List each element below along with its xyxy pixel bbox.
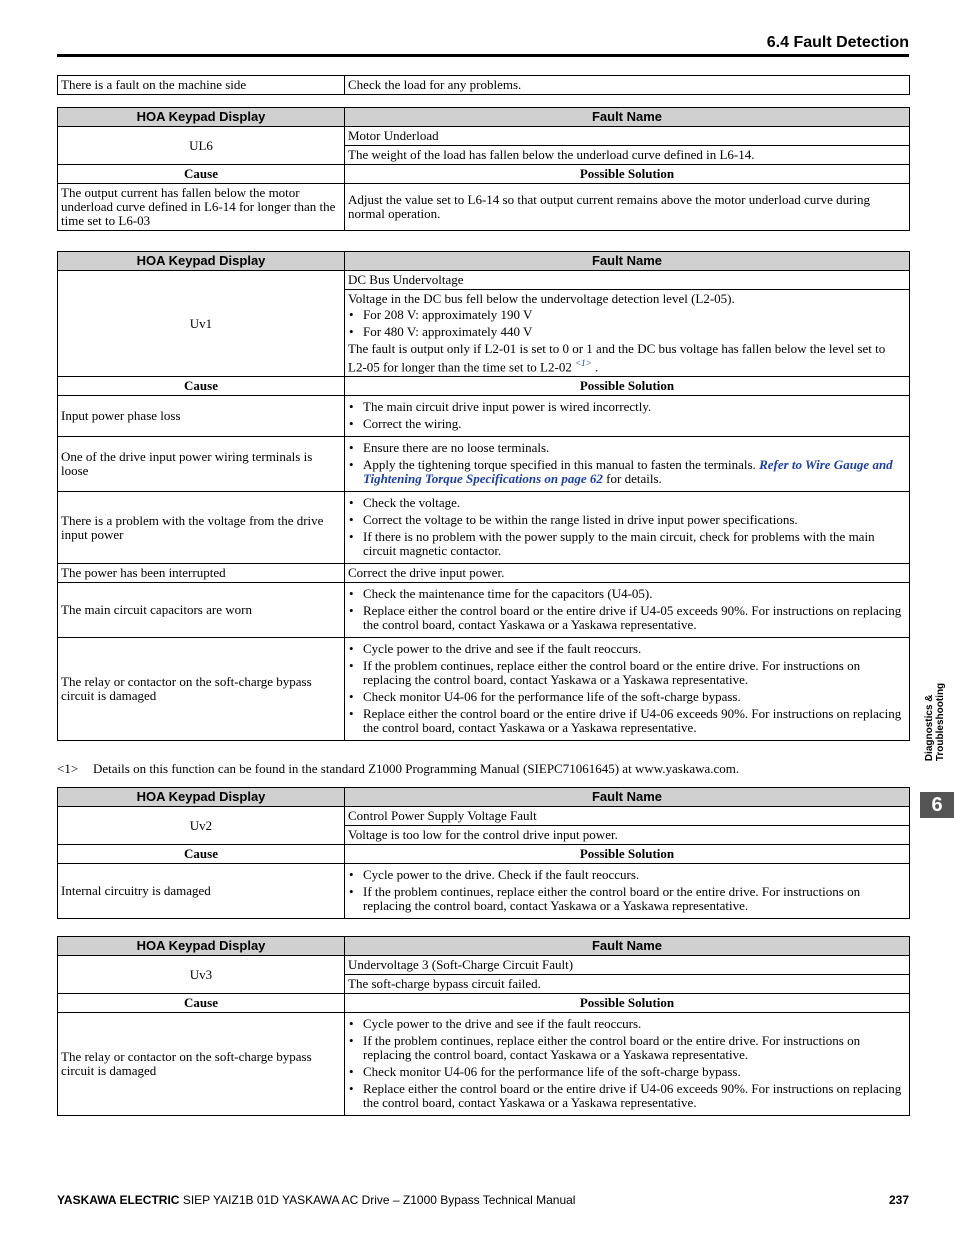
solution-header: Possible Solution bbox=[345, 377, 910, 396]
footnote-text: Details on this function can be found in the standard Z1000 Programming Manual (SIEPC71061645) at www.yaskawa.com. bbox=[93, 761, 740, 776]
side-label-line: Diagnostics & bbox=[924, 694, 935, 762]
solution-cell: Check the load for any problems. bbox=[345, 76, 910, 95]
fault-name: Motor Underload bbox=[345, 127, 910, 146]
bullet-item: • Ensure there are no loose terminals. bbox=[348, 441, 906, 455]
fault-description: The soft-charge bypass circuit failed. bbox=[345, 975, 910, 994]
solution-cell bbox=[345, 396, 910, 437]
table-row bbox=[58, 76, 910, 95]
page-number: 237 bbox=[888, 1193, 909, 1207]
footnote-link[interactable]: <1> bbox=[575, 358, 592, 368]
bullet-item: • Check monitor U4-06 for the performance life of the soft-charge bypass. bbox=[348, 1065, 906, 1079]
bullet-item: • If the problem continues, replace either the control board or the entire drive. For instructions on replacing the control board, contact Yaskawa or a Yaskawa representative. bbox=[348, 1034, 906, 1062]
cause-cell: There is a fault on the machine side bbox=[58, 76, 345, 95]
bullet-item: • Cycle power to the drive and see if the fault reoccurs. bbox=[348, 642, 906, 656]
bullet-item: • Replace either the control board or the entire drive if U4-06 exceeds 90%. For instructions on replacing the control board, contact Yaskawa or a Yaskawa representative. bbox=[348, 1082, 906, 1110]
fault-name-header: Fault Name bbox=[345, 788, 910, 807]
fault-name: DC Bus Undervoltage bbox=[345, 271, 910, 290]
keypad-header: HOA Keypad Display bbox=[58, 108, 345, 127]
solution-cell: Adjust the value set to L6-14 so that output current remains above the motor underload curve during normal operation. bbox=[345, 184, 910, 231]
cross-reference-link[interactable]: Refer to Wire Gauge and Tightening Torque Specifications on page 62 bbox=[363, 457, 893, 487]
cause-cell: The output current has fallen below the motor underload curve defined in L6-14 for longer than the time set to L6-03 bbox=[58, 184, 345, 231]
keypad-code: Uv1 bbox=[58, 271, 345, 377]
keypad-code: Uv2 bbox=[58, 807, 345, 845]
keypad-header: HOA Keypad Display bbox=[58, 788, 345, 807]
side-label-line: Troubleshooting bbox=[935, 682, 946, 762]
section-title: 6.4 Fault Detection bbox=[766, 34, 909, 51]
cause-header: Cause bbox=[58, 994, 345, 1013]
keypad-header: HOA Keypad Display bbox=[58, 252, 345, 271]
fault-name-header: Fault Name bbox=[345, 252, 910, 271]
bullet-item: • Replace either the control board or the entire drive if U4-05 exceeds 90%. For instructions on replacing the control board, contact Yaskawa or a Yaskawa representative. bbox=[348, 604, 906, 632]
keypad-header: HOA Keypad Display bbox=[58, 937, 345, 956]
cause-cell: There is a problem with the voltage from the drive input power bbox=[58, 492, 345, 564]
bullet-item: • For 480 V: approximately 440 V bbox=[348, 325, 906, 339]
table-row bbox=[58, 1013, 910, 1116]
cause-header: Cause bbox=[58, 377, 345, 396]
fault-table-uv1 bbox=[57, 251, 910, 741]
table-row bbox=[58, 638, 910, 741]
table-row bbox=[58, 583, 910, 638]
bullet-item: • If the problem continues, replace either the control board or the entire drive. For instructions on replacing the control board, contact Yaskawa or a Yaskawa representative. bbox=[348, 659, 906, 687]
fault-name-header: Fault Name bbox=[345, 937, 910, 956]
bullet-item: • If the problem continues, replace either the control board or the entire drive. For instructions on replacing the control board, contact Yaskawa or a Yaskawa representative. bbox=[348, 885, 906, 913]
table-row bbox=[58, 492, 910, 564]
chapter-side-label bbox=[924, 683, 946, 761]
fault-name: Control Power Supply Voltage Fault bbox=[345, 807, 910, 826]
fault-table-continued bbox=[57, 75, 910, 95]
page-header bbox=[57, 32, 909, 57]
bullet-item: • The main circuit drive input power is wired incorrectly. bbox=[348, 400, 906, 414]
description-text: Voltage in the DC bus fell below the undervoltage detection level (L2-05). bbox=[348, 291, 735, 306]
table-row bbox=[58, 437, 910, 492]
cause-cell: The relay or contactor on the soft-charge bypass circuit is damaged bbox=[58, 638, 345, 741]
fault-table-uv2 bbox=[57, 787, 910, 919]
bullet-item: • Correct the voltage to be within the range listed in drive input power specifications. bbox=[348, 513, 906, 527]
cause-cell: One of the drive input power wiring terminals is loose bbox=[58, 437, 345, 492]
table-row bbox=[58, 564, 910, 583]
solution-header: Possible Solution bbox=[345, 845, 910, 864]
bullet-item: • Cycle power to the drive. Check if the fault reoccurs. bbox=[348, 868, 906, 882]
bullet-item: • Apply the tightening torque specified in this manual to fasten the terminals. Refer to Wire Gauge and Tightening Torque Specifications on page 62 for details. bbox=[348, 458, 906, 486]
chapter-tab: 6 bbox=[920, 792, 954, 818]
description-text: The fault is output only if L2-01 is set to 0 or 1 and the DC bus voltage has fallen below the level set to L2-05 for longer than the time set to L2-02 $^{<1>}$ . bbox=[348, 341, 886, 375]
fault-table-uv3 bbox=[57, 936, 910, 1116]
cause-cell: The main circuit capacitors are worn bbox=[58, 583, 345, 638]
solution-header: Possible Solution bbox=[345, 994, 910, 1013]
bullet-item: • Check the voltage. bbox=[348, 496, 906, 510]
bullet-item: • Check the maintenance time for the capacitors (U4-05). bbox=[348, 587, 906, 601]
bullet-item: • For 208 V: approximately 190 V bbox=[348, 308, 906, 322]
solution-cell bbox=[345, 583, 910, 638]
fault-table-ul6 bbox=[57, 107, 910, 231]
fault-description: Voltage is too low for the control drive input power. bbox=[345, 826, 910, 845]
solution-cell bbox=[345, 492, 910, 564]
footnote-tag: <1> bbox=[57, 761, 79, 776]
table-row bbox=[58, 864, 910, 919]
bullet-item: • Replace either the control board or the entire drive if U4-06 exceeds 90%. For instructions on replacing the control board, contact Yaskawa or a Yaskawa representative. bbox=[348, 707, 906, 735]
fault-description bbox=[345, 290, 910, 377]
table-row bbox=[58, 396, 910, 437]
footer-doc-title: SIEP YAIZ1B 01D YASKAWA AC Drive – Z1000 Bypass Technical Manual bbox=[182, 1193, 576, 1207]
keypad-code: UL6 bbox=[58, 127, 345, 165]
bullet-item: • If there is no problem with the power supply to the main circuit, check for problems with the main circuit magnetic contactor. bbox=[348, 530, 906, 558]
solution-cell bbox=[345, 864, 910, 919]
cause-cell: The relay or contactor on the soft-charge bypass circuit is damaged bbox=[58, 1013, 345, 1116]
solution-cell bbox=[345, 638, 910, 741]
footnote bbox=[57, 761, 909, 777]
solution-cell bbox=[345, 437, 910, 492]
solution-header: Possible Solution bbox=[345, 165, 910, 184]
solution-cell: Correct the drive input power. bbox=[345, 564, 910, 583]
bullet-item: • Cycle power to the drive and see if the fault reoccurs. bbox=[348, 1017, 906, 1031]
cause-header: Cause bbox=[58, 165, 345, 184]
footer-brand: YASKAWA ELECTRIC bbox=[57, 1193, 180, 1207]
fault-description: The weight of the load has fallen below the underload curve defined in L6-14. bbox=[345, 146, 910, 165]
cause-cell: Input power phase loss bbox=[58, 396, 345, 437]
solution-cell bbox=[345, 1013, 910, 1116]
fault-name-header: Fault Name bbox=[345, 108, 910, 127]
bullet-item: • Correct the wiring. bbox=[348, 417, 906, 431]
bullet-item: • Check monitor U4-06 for the performance life of the soft-charge bypass. bbox=[348, 690, 906, 704]
cause-cell: The power has been interrupted bbox=[58, 564, 345, 583]
keypad-code: Uv3 bbox=[58, 956, 345, 994]
fault-name: Undervoltage 3 (Soft-Charge Circuit Fault) bbox=[345, 956, 910, 975]
page-footer bbox=[57, 1193, 909, 1207]
cause-header: Cause bbox=[58, 845, 345, 864]
cause-cell: Internal circuitry is damaged bbox=[58, 864, 345, 919]
